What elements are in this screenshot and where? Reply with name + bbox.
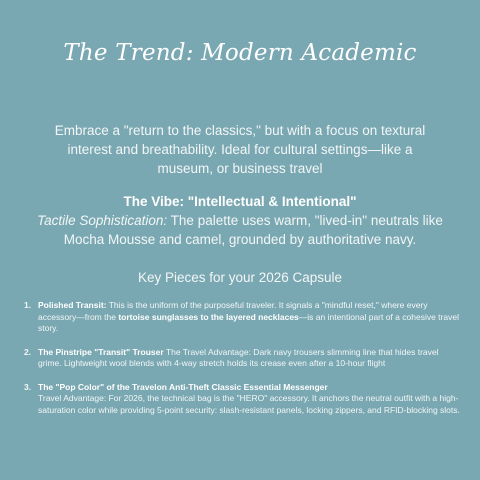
item-emphasis: tortoise sunglasses to the layered necklaces <box>118 311 299 322</box>
item-text: This is the uniform of the purposeful traveler. It signals a "mindful reset," where every accessory—from the <box>38 300 428 322</box>
vibe-text: The palette uses warm, "lived-in" neutrals like Mocha Mousse and camel, grounded by authoritative navy. <box>63 213 443 247</box>
item-text-end: —is an intentional part of a cohesive travel story. <box>38 311 459 333</box>
vibe-description <box>20 211 460 249</box>
list-item <box>24 300 464 335</box>
key-pieces-heading: Key Pieces for your 2026 Capsule <box>137 270 343 285</box>
intro-paragraph: Embrace a "return to the classics," but with a focus on textural interest and breathability. Ideal for cultural settings—like a museum, or business travel <box>54 123 426 176</box>
key-pieces-list <box>24 300 464 428</box>
item-number: 2. <box>24 346 32 357</box>
item-number: 1. <box>24 300 32 310</box>
item-number: 3. <box>24 381 32 392</box>
item-heading: The "Pop Color" of the Travelon Anti-Theft Classic Essential Messenger <box>38 381 328 392</box>
page-title: The Trend: Modern Academic <box>63 40 417 66</box>
item-text: The Travel Advantage: Dark navy trousers slimming line that hides travel grime. Lightweight wool blends with 4-way stretch holds its crease even after a 10-hour flight <box>38 346 439 368</box>
list-item <box>24 347 464 370</box>
vibe-label: Tactile Sophistication: <box>37 213 168 228</box>
item-heading: The Pinstripe "Transit" Trouser <box>38 346 164 357</box>
vibe-section <box>20 192 460 249</box>
item-heading: Polished Transit: <box>38 300 107 310</box>
vibe-heading: The Vibe: "Intellectual & Intentional" <box>123 194 357 209</box>
list-item <box>24 382 464 417</box>
item-text: Travel Advantage: For 2026, the technical bag is the "HERO" accessory. It anchors the neutral outfit with a high-saturation color while providing 5-point security: slash-resistant panels, locking zippers, and RFID-blocking slots. <box>38 393 460 415</box>
